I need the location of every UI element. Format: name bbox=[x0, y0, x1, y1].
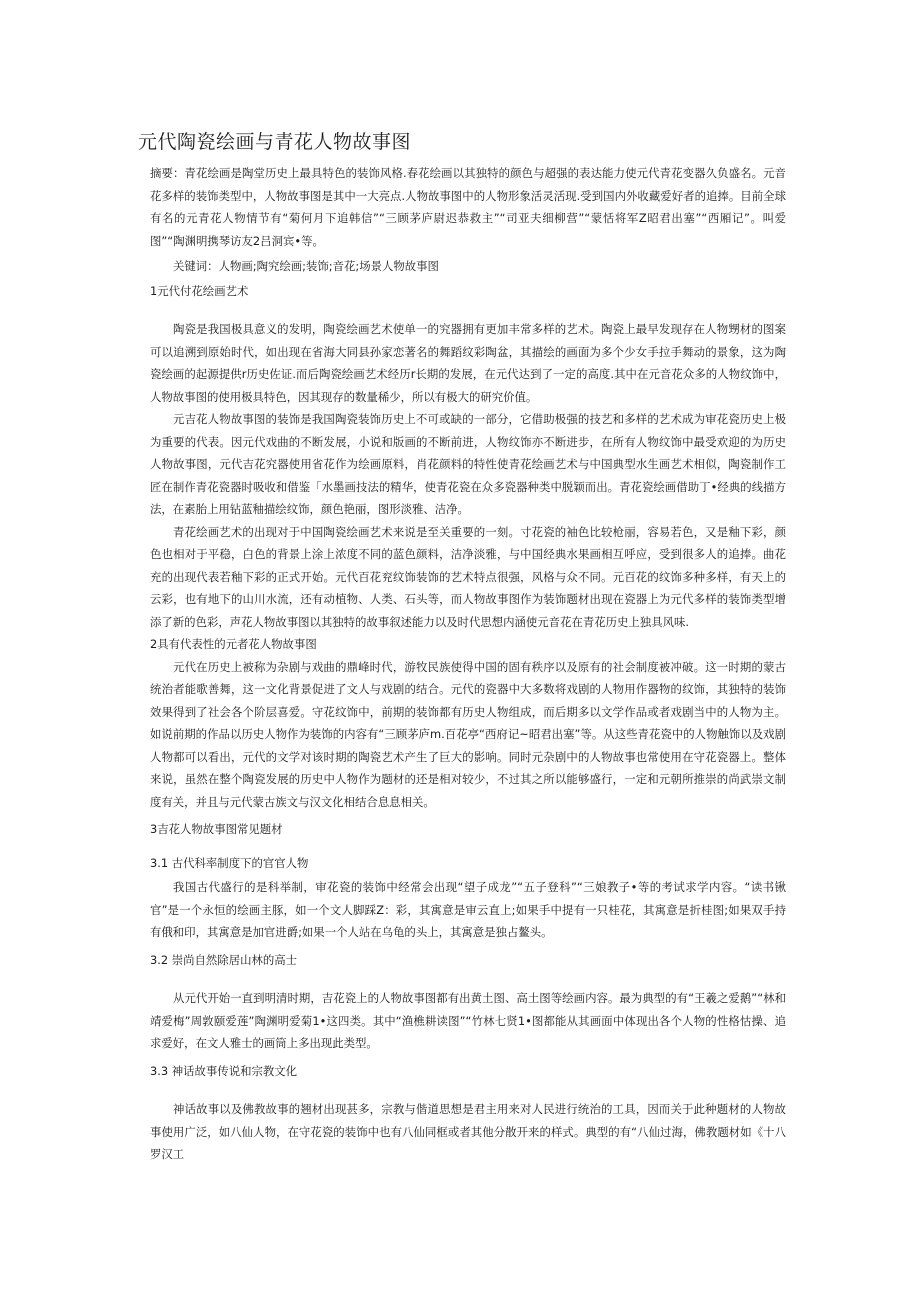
section-1-paragraph-2: 元吉花人物故事图的装饰是我国陶瓷装饰历史上不可或缺的一部分，它借助极强的技艺和多样的艺术成为审花瓷历史上极为重要的代表。因元代戏曲的不断发展，小说和版画的不断前进，人物纹饰亦不断进步，在所有人物纹饰中最受欢迎的为历史人物故事图，元代吉花究器使用省花作为绘画原料，肖花颜料的特性使青花绘画艺术与中国典型水生画艺术相似，陶瓷制作工匠在制作青花瓷器时吸收和借鉴「水墨画技法的精华，使青花瓷在众多瓷器种类中脱颖而出。青花瓷绘画借助丁•经典的线描方法，在素胎上用钻蓝釉描绘纹饰，颜色艳丽，图形淡雅、洁净。 bbox=[150, 412, 786, 516]
section-1-paragraph-1: 陶瓷是我国极具意义的发明，陶瓷绘画艺术使单一的究器拥有更加丰常多样的艺术。陶瓷上最早发现存在人物甥材的图案可以追溯到原始时代，如出现在省海大同县孙家恋著名的舞蹈纹彩陶盆，其描绘的画面为多个少女手拉手舞动的景象，这为陶瓷绘画的起源提供r历史佐证.而后陶瓷绘画艺术经历r长期的发展，在元代达到了一定的高度.其中在元音花众多的人物纹饰中，人物故事图的使用极具特色，因其现存的数量稀少，所以有极大的研究价值。 bbox=[150, 322, 786, 404]
subsection-3-3-heading: 3.3 神话故事传说和宗教文化 bbox=[150, 1063, 298, 1078]
subsection-3-1-paragraph: 我国古代盛行的是科举制，审花瓷的装饰中经常会出现“望子成龙”“五子登科”“三娘教子•等的考试求学内容。“读书锹官”是一个永恒的绘画主豚，如一个文人脚踩Z：彩，其寓意是审云直上;如果手中提有一只桂花，其寓意是折桂图;如果双手持有俄和印，其寓意是加官进爵;如果一个人站在乌龟的头上，其寓意是独占鳌头。 bbox=[150, 880, 786, 939]
abstract-paragraph: 摘要：青花绘画是陶堂历史上最具特色的装饰风格.春花绘画以其独特的颜色与超强的表达能力使元代青花变器久负盛名。元音花多样的装饰类型中，人物故事图是其中一大亮点.人物故事图中的人物形象活灵活现.受到国内外收藏爱好者的追捧。目前全球有名的元青花人物情节有“菊何月下追韩信”“三顾茅庐尉迟恭救主”“司亚夫细柳营”“蒙恬将军Z昭君出塞”“西厢记”。叫爱图”“陶渊明携琴访友2吕洞宾•等。 bbox=[150, 166, 786, 248]
subsection-3-2-heading: 3.2 崇尚自然除居山林的高士 bbox=[150, 952, 298, 967]
document-body bbox=[150, 162, 786, 1166]
keywords-line: 关键词：人物画;陶究绘画;装饰;音花;场景人物故事图 bbox=[173, 259, 439, 273]
section-1-heading: 1元代付花绘画艺术 bbox=[150, 283, 249, 298]
section-2-paragraph: 元代在历史上被称为杂剧与戏曲的鼎峰时代，游牧民族使得中国的固有秩序以及原有的社会制度被冲破。这一时期的蒙古统治者能歌善舞，这一文化背景促进了文人与戏剧的结合。元代的瓷器中大多数将戏剧的人物用作器物的纹饰，其独特的装饰效果得到了社会各个阶层喜爱。守花纹饰中，前期的装饰都有历史人物组成，而后期多以文学作品或者戏剧当中的人物为主。如说前期的作品以历史人物作为装饰的内容有“三顾茅庐m.百花亭“西府记~昭君出塞”等。从这些青花瓷中的人物触饰以及戏剧人物都可以看出，元代的文学对该时期的陶瓷艺术产生了巨大的影响。同时元杂剧中的人物故事也常使用在守花瓷器上。整体来说，虽然在整个陶瓷发展的历史中人物作为题材的还是相对较少，不过其之所以能够盛行，一定和元朝所推崇的尚武崇文制度有关，并且与元代蒙古族文与汉文化相结合息息相关。 bbox=[150, 659, 786, 809]
section-3-heading: 3吉花人物故事图常见题材 bbox=[150, 822, 283, 836]
section-1-paragraph-3: 青花绘画艺术的出现对于中国陶瓷绘画艺术来说是至关重要的一刻。寸花瓷的袖色比较枪丽，容易若色，又是釉下彩，颜色也相对于平稳，白色的背景上涂上浓度不同的蓝色颜料，洁净淡雅，与中国经典水果画相互呼应，受到很多人的追捧。曲花充的出现代表若釉下彩的正式开始。元代百花兖纹饰装饰的艺术特点很强，风格与众不同。元百花的纹饰多种多样，有天上的云彩，也有地下的山川水流，还有动植物、人类、石头等，而人物故事图作为装饰题材出现在瓷器上为元代多样的装饰类型增添了新的色彩，声花人物故事图以其独特的故事叙述能力以及时代思想内涵使元音花在青花历史上独具风味. bbox=[150, 524, 786, 629]
subsection-3-1-heading: 3.1 古代科率制度下的官官人物 bbox=[150, 855, 309, 870]
section-2-heading: 2具有代表性的元者花人物故事图 bbox=[150, 637, 317, 651]
subsection-3-2-paragraph: 从元代开始一直到明清时期，吉花瓷上的人物故事图都有出黄土图、高土图等绘画内容。最为典型的有“王羲之爱鹅”“林和靖爱梅”周敦颐爱莲”陶渊明爱菊1•这四类。其中“渔樵耕读图”“竹林七贤1•图都能从其画面中体现出各个人物的性格怙操、追求爱好，在文人雅士的画筒上多出现此类型。 bbox=[150, 991, 786, 1050]
document-title: 元代陶瓷绘画与青花人物故事图 bbox=[138, 131, 412, 153]
subsection-3-3-paragraph: 神话故事以及佛教故事的翘材出现甚多，宗教与偕道思想是君主用来对人民进行统治的工具，因而关于此种题材的人物故事使用广泛，如八仙人物，在守花瓷的装饰中也有八仙同框或者其他分散开来的样式。典型的有“八仙过海，佛教题材如《十八罗汉工 bbox=[150, 1102, 786, 1161]
